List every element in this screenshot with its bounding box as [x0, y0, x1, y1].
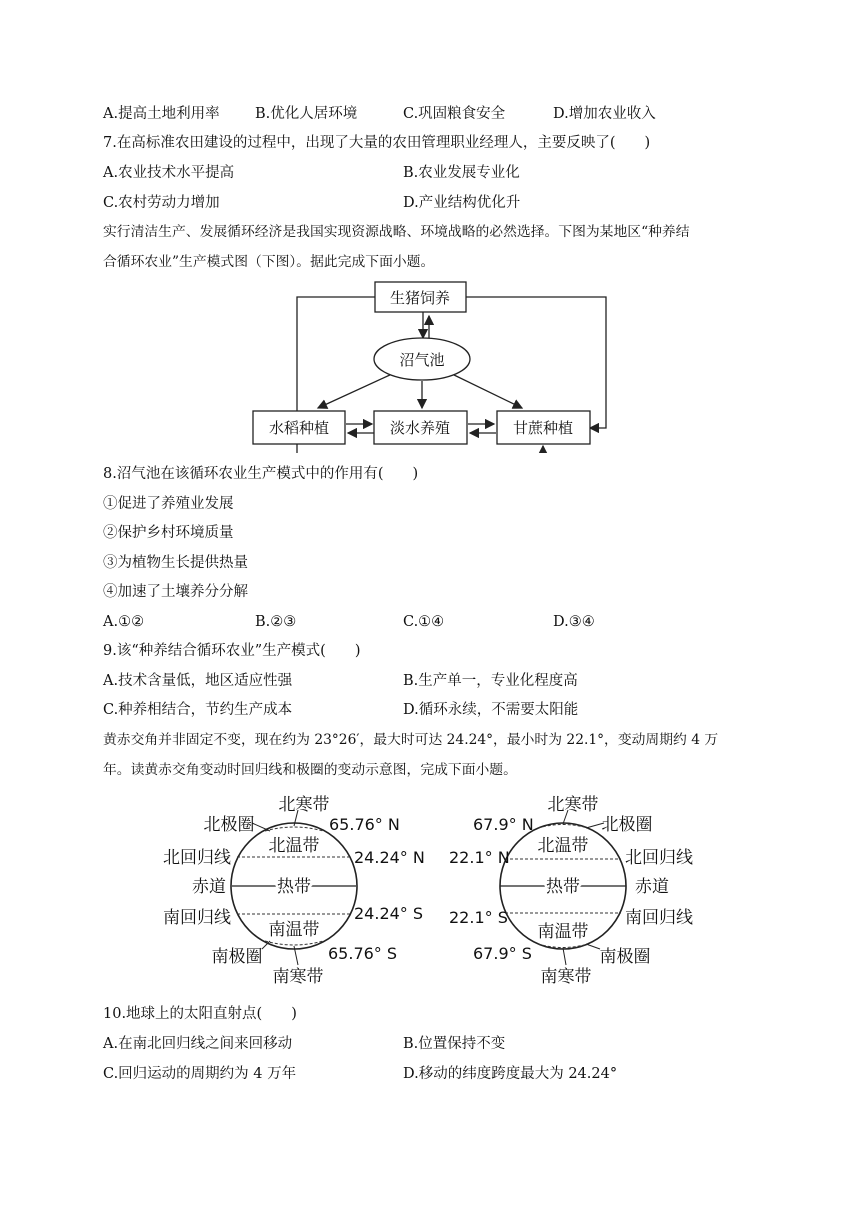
- q9-option-a: A.技术含量低，地区适应性强: [103, 673, 293, 689]
- q9-stem: 9.该“种养结合循环农业”生产模式( ): [103, 643, 361, 659]
- left-tropic-cancer-label: 北回归线: [163, 848, 231, 868]
- material1-line2: 合循环农业”生产模式图（下图）。据此完成下面小题。: [103, 254, 435, 270]
- material1-line1: 实行清洁生产、发展循环经济是我国实现资源战略、环境战略的必然选择。下图为某地区“种养结: [103, 224, 690, 240]
- pig-farming-label: 生猪饲养: [389, 289, 451, 307]
- right-tropic-capricorn-label: 南回归线: [625, 908, 693, 928]
- sugarcane-planting-label: 甘蔗种植: [512, 419, 574, 437]
- q10-option-d: D.移动的纬度跨度最大为 24.24°: [403, 1066, 618, 1082]
- q7-stem: 7.在高标准农田建设的过程中，出现了大量的农田管理职业经理人，主要反映了( ): [103, 135, 651, 151]
- right-south-temperate-label: 南温带: [537, 922, 589, 942]
- q10-option-c: C.回归运动的周期约为 4 万年: [103, 1066, 297, 1082]
- left-equator-label: 赤道: [192, 877, 226, 897]
- left-cancer-latitude: 24.24° N: [354, 848, 425, 867]
- q8-stem: 8.沼气池在该循环农业生产模式中的作用有( ): [103, 466, 419, 482]
- q8-option-b: B.②③: [255, 614, 297, 630]
- right-south-frigid-label: 南寒带: [540, 967, 592, 987]
- q8-statement-2: ②保护乡村环境质量: [103, 525, 234, 541]
- right-arctic-latitude: 67.9° N: [473, 815, 534, 834]
- right-arctic-circle-label: 北极圈: [601, 815, 653, 835]
- q8-option-a: A.①②: [103, 614, 145, 630]
- material2-line2: 年。读黄赤交角变动时回归线和极圈的变动示意图，完成下面小题。: [103, 762, 517, 778]
- right-tropical-zone-label: 热带: [546, 877, 580, 897]
- obliquity-globes-diagram: [0, 785, 860, 995]
- right-capricorn-latitude: 22.1° S: [449, 908, 508, 927]
- q8-statement-3: ③为植物生长提供热量: [103, 555, 248, 571]
- q7-option-a: A.农业技术水平提高: [103, 165, 235, 181]
- left-north-temperate-label: 北温带: [268, 836, 320, 856]
- left-antarctic-latitude: 65.76° S: [328, 944, 398, 963]
- q10-option-a: A.在南北回归线之间来回移动: [103, 1036, 293, 1052]
- q10-stem: 10.地球上的太阳直射点( ): [103, 1006, 297, 1022]
- q6-option-d: D.增加农业收入: [553, 106, 656, 122]
- right-north-temperate-label: 北温带: [537, 836, 589, 856]
- biogas-pool-label: 沼气池: [399, 351, 445, 369]
- q6-option-c: C.巩固粮食安全: [403, 106, 506, 122]
- right-antarctic-latitude: 67.9° S: [473, 944, 532, 963]
- q8-option-d: D.③④: [553, 614, 595, 630]
- circular-agriculture-diagram: [0, 278, 860, 453]
- q9-option-b: B.生产单一，专业化程度高: [403, 673, 578, 689]
- q9-option-c: C.种养相结合，节约生产成本: [103, 702, 293, 718]
- right-tropic-cancer-label: 北回归线: [625, 848, 693, 868]
- q7-option-d: D.产业结构优化升: [403, 195, 521, 211]
- right-equator-label: 赤道: [635, 877, 669, 897]
- right-north-frigid-label: 北寒带: [547, 795, 599, 815]
- q7-option-c: C.农村劳动力增加: [103, 195, 220, 211]
- left-arctic-latitude: 65.76° N: [329, 815, 400, 834]
- right-antarctic-circle-label: 南极圈: [599, 947, 651, 967]
- material2-line1: 黄赤交角并非固定不变，现在约为 23°26′，最大时可达 24.24°，最小时为 22.1°，变动周期约 4 万: [103, 732, 719, 748]
- q8-statement-1: ①促进了养殖业发展: [103, 496, 234, 512]
- q10-option-b: B.位置保持不变: [403, 1036, 506, 1052]
- left-arctic-circle-label: 北极圈: [203, 815, 255, 835]
- right-globe: [449, 795, 693, 987]
- q9-option-d: D.循环永续，不需要太阳能: [403, 702, 579, 718]
- left-north-frigid-label: 北寒带: [278, 795, 330, 815]
- left-globe: [163, 795, 425, 987]
- q8-option-c: C.①④: [403, 614, 445, 630]
- left-south-temperate-label: 南温带: [268, 920, 320, 940]
- q8-statement-4: ④加速了土壤养分分解: [103, 584, 248, 600]
- q7-option-b: B.农业发展专业化: [403, 165, 520, 181]
- left-antarctic-circle-label: 南极圈: [211, 947, 263, 967]
- left-tropic-capricorn-label: 南回归线: [163, 908, 231, 928]
- left-tropical-zone-label: 热带: [277, 877, 311, 897]
- left-capricorn-latitude: 24.24° S: [354, 904, 424, 923]
- q6-option-b: B.优化人居环境: [255, 106, 358, 122]
- rice-planting-label: 水稻种植: [268, 419, 330, 437]
- left-south-frigid-label: 南寒带: [272, 967, 324, 987]
- freshwater-aquaculture-label: 淡水养殖: [389, 419, 451, 437]
- right-cancer-latitude: 22.1° N: [449, 848, 510, 867]
- q6-option-a: A.提高土地利用率: [103, 106, 220, 122]
